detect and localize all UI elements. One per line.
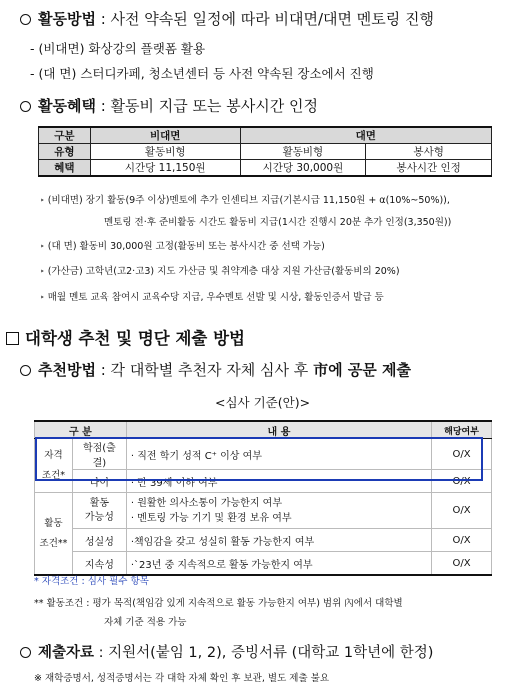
note-online-incentive: ‣ (비대면) 장기 활동(9주 이상)멘토에 추가 인센티브 지급(기본시급 11,150원 + α(10%~50%)),	[40, 195, 450, 206]
benefit-header-offline: 대면	[240, 127, 491, 144]
criteria-sub: 활동 가능성	[72, 493, 126, 529]
footnote-activity: ** 활동조건 : 평가 목적(책임감 있게 지속적으로 활동 가능한지 여부) 범위 內에서 대학별	[34, 598, 403, 609]
benefit-header-category: 구분	[39, 127, 91, 144]
section-submission: 제출자료 : 지원서(붙임 1, 2), 증빙서류 (대학교 1학년에 한정)	[20, 641, 433, 662]
criteria-check: O/X	[432, 439, 492, 470]
benefit-cell: 활동비형	[90, 144, 240, 160]
note-bonus: ‣ (가산금) 고학년(고2·고3) 지도 가산금 및 취약계층 대상 지원 가산금(활동비의 20%)	[40, 266, 400, 277]
benefit-row-label-type: 유형	[39, 144, 91, 160]
criteria-check: O/X	[432, 552, 492, 576]
circle-bullet-icon	[20, 14, 31, 25]
method-line-offline: - (대 면) 스터디카페, 청소년센터 등 사전 약속된 장소에서 진행	[30, 66, 374, 81]
square-bullet-icon	[6, 332, 19, 345]
benefit-cell: 시간당 11,150원	[90, 160, 240, 177]
note-offline-fixed: ‣ (대 면) 활동비 30,000원 고정(활동비 또는 봉사시간 중 선택 가능)	[40, 241, 325, 252]
triangle-bullet-icon: ‣	[40, 242, 45, 251]
criteria-group-qualification: 자격 조건*	[35, 439, 73, 493]
circle-bullet-icon	[20, 365, 31, 376]
criteria-header-category: 구 분	[35, 421, 127, 439]
criteria-content: ·책임감을 갖고 성실히 활동 가능한지 여부	[126, 529, 431, 552]
method-line-online: - (비대면) 화상강의 플랫폼 활용	[30, 41, 206, 56]
triangle-bullet-icon: ‣	[40, 196, 45, 205]
table-row	[35, 552, 492, 576]
section-activity-benefit: 활동혜택 : 활동비 지급 또는 봉사시간 인정	[20, 95, 318, 116]
criteria-header-applicable: 해당여부	[432, 421, 492, 439]
section-activity-method: 활동방법 : 사전 약속된 일정에 따라 비대면/대면 멘토링 진행	[20, 8, 434, 29]
note-online-prep: 멘토링 전·후 준비활동 시간도 활동비 지급(1시간 진행시 20분 추가 인정(3,350원))	[104, 217, 452, 228]
criteria-header-content: 내 용	[126, 421, 431, 439]
benefit-row-label-benefit: 혜택	[39, 160, 91, 177]
note-education: ‣ 매월 멘토 교육 참여시 교육수당 지급, 우수멘토 선발 및 시상, 활동인증서 발급 등	[40, 292, 384, 303]
qualification-highlight-box	[35, 437, 483, 481]
table-row	[35, 529, 492, 552]
benefit-cell: 시간당 30,000원	[240, 160, 366, 177]
criteria-caption: <심사 기준(안)>	[215, 395, 311, 410]
criteria-sub: 학점(출결)	[72, 439, 126, 470]
criteria-content: · 직전 학기 성적 C⁺ 이상 여부	[126, 439, 431, 470]
last-note: ※ 재학증명서, 성적증명서는 각 대학 자체 확인 후 보관, 별도 제출 불요	[34, 673, 329, 684]
criteria-check: O/X	[432, 470, 492, 493]
criteria-sub: 성실성	[72, 529, 126, 552]
criteria-group-activity: 활동 조건**	[35, 493, 73, 576]
circle-bullet-icon	[20, 101, 31, 112]
benefit-cell: 봉사시간 인정	[366, 160, 492, 177]
benefit-cell: 활동비형	[240, 144, 366, 160]
triangle-bullet-icon: ‣	[40, 293, 45, 302]
criteria-content: · 원활한 의사소통이 가능한지 여부 · 멘토링 가능 기기 및 환경 보유 여부	[126, 493, 431, 529]
footnote-qualification: * 자격조건 : 심사 필수 항목	[34, 576, 149, 587]
criteria-sub: 지속성	[72, 552, 126, 576]
criteria-check: O/X	[432, 529, 492, 552]
criteria-check: O/X	[432, 493, 492, 529]
circle-bullet-icon	[20, 647, 31, 658]
benefit-table	[38, 126, 492, 177]
criteria-content: ·`23년 중 지속적으로 활동 가능한지 여부	[126, 552, 431, 576]
triangle-bullet-icon: ‣	[40, 267, 45, 276]
footnote-activity-cont: 자체 기준 적용 가능	[104, 617, 187, 628]
section-recommendation-heading: 대학생 추천 및 명단 제출 방법	[6, 325, 245, 349]
criteria-content: · 만 39세 이하 여부	[126, 470, 431, 493]
section-recommend-method: 추천방법 : 각 대학별 추천자 자체 심사 후 市에 공문 제출	[20, 359, 411, 380]
benefit-header-online: 비대면	[90, 127, 240, 144]
benefit-cell: 봉사형	[366, 144, 492, 160]
table-row	[35, 493, 492, 529]
criteria-sub: 나이	[72, 470, 126, 493]
